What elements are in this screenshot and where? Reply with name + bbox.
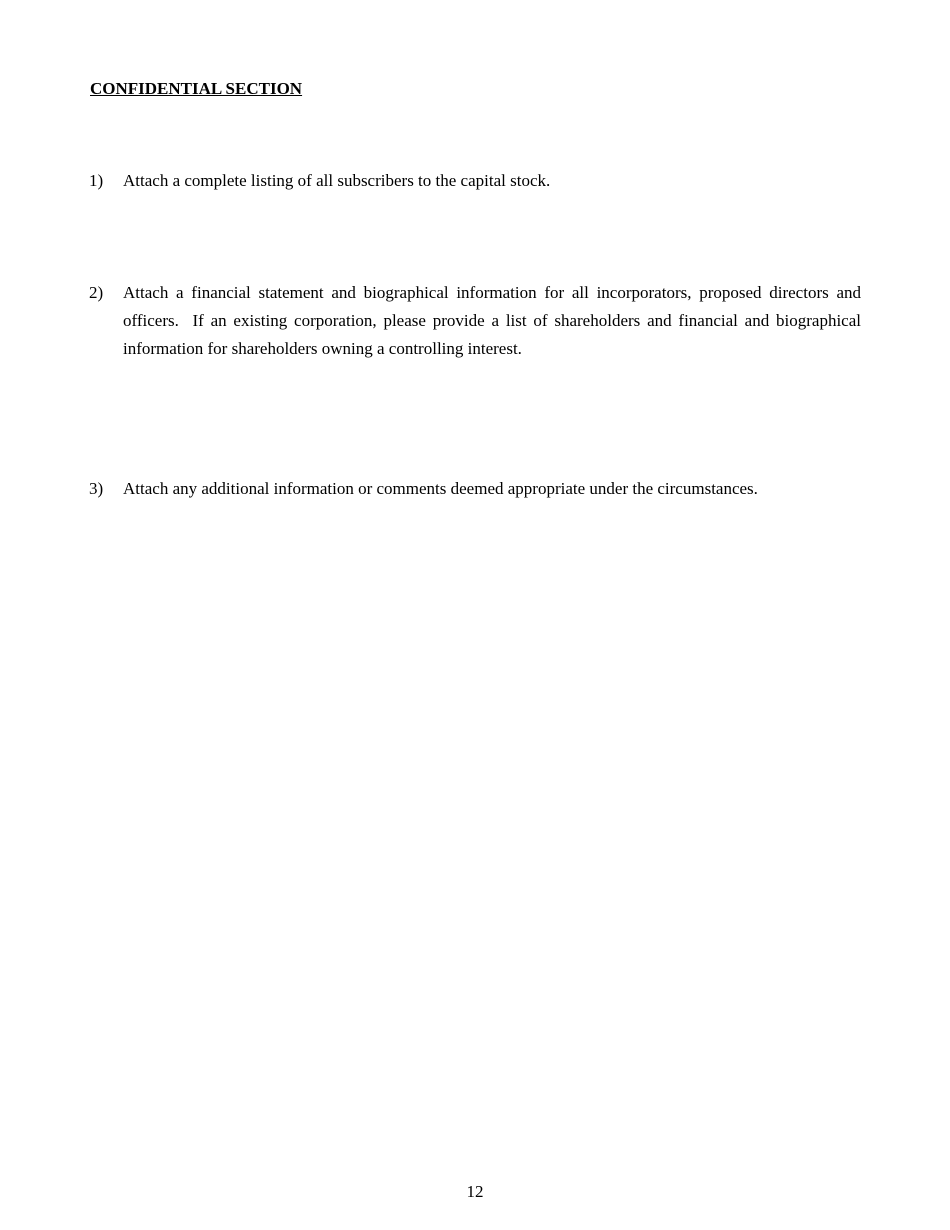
list-item-text: Attach a financial statement and biographical information for all incorporators, proposed directors and officers. If an existing corporation, please provide a list of shareholders and financial and biographical information for shareholders owning a controlling interest.: [123, 283, 866, 358]
list-item-text: Attach a complete listing of all subscribers to the capital stock.: [123, 171, 551, 190]
list-item-number: 2): [89, 283, 104, 302]
list-item-text: Attach any additional information or comments deemed appropriate under the circumstances.: [123, 479, 758, 498]
page-number: 12: [466, 1182, 484, 1201]
list-item: [89, 475, 861, 503]
list-item: [89, 167, 861, 195]
list-item: [89, 279, 866, 363]
list-item-number: 3): [89, 479, 104, 498]
list-item-number: 1): [89, 171, 104, 190]
section-title: CONFIDENTIAL SECTION: [90, 79, 303, 98]
